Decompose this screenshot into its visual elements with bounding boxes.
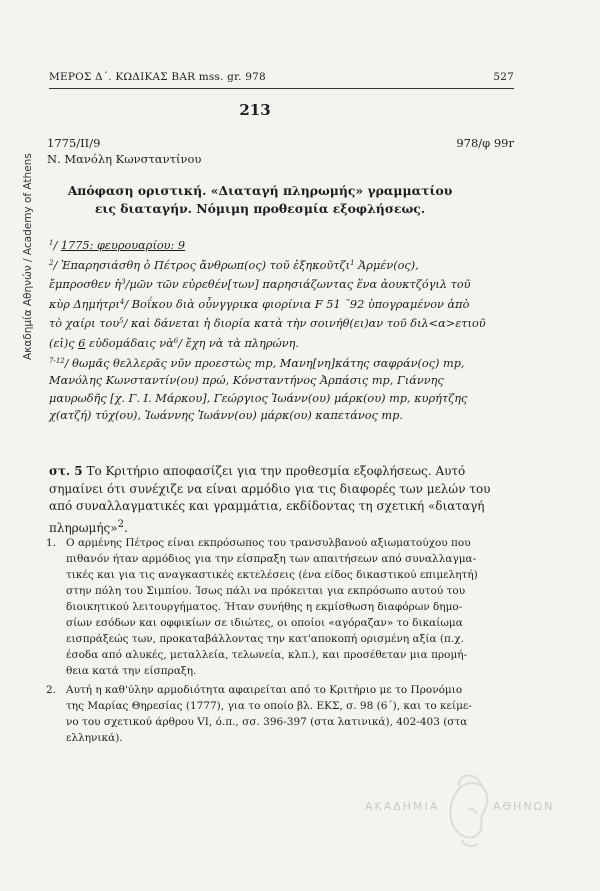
source-line: $^{7-12}$/ θωμᾶς θελλερᾶς νῦν προεστὼς mp, Μανη[νη]κάτης σαφράν(ος) mp, xyxy=(49,356,465,370)
greek-source-text xyxy=(49,235,514,425)
source-line: (εἰ)ς 6 εὐδομάδαις νὰ$^6$/ ἔχη νὰ τὰ πληρώνη. xyxy=(49,336,299,350)
commentary-label: στ. 5 xyxy=(49,464,83,478)
footnote: 1. Ο αρμένης Πέτρος είναι εκπρόσωπος του τρανσυλβανού αξιωματούχου που πιθανόν ήταν αρμόδιος για την είσπραξη των απαιτήσεων από συναλλαγμα- τικές και για τις αναγκαστικές εκτελέσεις (ένα είδος δικαστικού επιμελητή) στην πόλη του Σιμπίου. Ίσως πάλι να πρόκειται για εκπρόσωπο αυτού του διοικητικού λειτουργήματος. Ήταν συνήθης η εκμίσθωση διαφόρων δημο- σίων εσόδων και οφφικίων σε ιδιώτες, οι οποίοι «αγόραζαν» το δικαίωμα εισπράξεώς των, προκαταβάλλοντας την κατ'αποκοπή ορισμένη αξία (π.χ. έσοδα από αλυκές, μεταλλεία, τελωνεία, κλπ.), και προσέθεταν μια προμή- θεια κατά την είσπραξη. xyxy=(46,537,478,677)
watermark-academy-text: ΑΚΑΔΗΜΙΑ xyxy=(365,800,440,813)
page-number: 527 xyxy=(493,71,514,83)
commentary: στ. 5 Το Κριτήριο αποφασίζει για την προθεσμία εξοφλήσεως. Αυτό σημαίνει ότι συνέχιζε να είναι αρμόδιο για τις διαφορές των μελών του από συναλλαγματικές και γραμμάτια, εκδίδοντας τη σχετική «διαταγή πληρωμής»$^2$. xyxy=(49,464,491,535)
footnotes xyxy=(46,535,522,749)
document-author: Ν. Μανόλη Κωνσταντίνου xyxy=(47,152,202,166)
document-title-line: εις διαταγήν. Νόμιμη προθεσμία εξοφλήσεως. xyxy=(94,201,426,216)
source-line: τὸ χαίρι του$^5$/ καὶ δάνεται ἡ διορία κατὰ τὴν σοινήθ(ει)αν τοῦ διλ<α>ετιοῦ xyxy=(49,317,486,331)
source-line: $^2$/ Ἐπαρησιάσθη ὁ Πέτρος ἄνθρωπ(ος) τοῦ ἐξηκοῦτζι$^1$ Ἀρμέν(ος), xyxy=(49,258,419,272)
source-line: κὺρ Δημήτρι$^4$/ Βοΐκου διὰ οὖνγγρικα φιορίνια F 51 ˘92 ὑπογραμένον ἀπὸ xyxy=(49,297,470,311)
side-watermark-text: Ακαδημία Αθηνών / Academy of Athens xyxy=(22,153,34,360)
document-date: 1775/II/9 xyxy=(47,136,101,150)
side-watermark xyxy=(20,30,40,360)
athena-watermark-icon xyxy=(438,770,498,850)
running-header xyxy=(49,71,514,87)
source-date-line: $^1$/ 1775: φευρουαρίου: 9 xyxy=(49,239,186,252)
footnote-number: 2. xyxy=(46,684,57,696)
document-title xyxy=(60,182,460,218)
document-number: 213 xyxy=(239,101,271,119)
running-header-title: ΜΕΡΟΣ Δ΄. ΚΩΔΙΚΑΣ BAR mss. gr. 978 xyxy=(49,71,266,83)
source-line: μαυρωδῆς [χ. Γ. Ι. Μάρκου], Γεώργιος Ἰωάνν(ου) μάρκ(ου) mp, κυρήτζης xyxy=(49,391,468,405)
source-line: Μανόλης Κωνσταντίν(ου) πρώ, Κόνσταντήνος Ἀρπάσις mp, Γιάννης xyxy=(49,374,444,388)
source-line: χ(ατζή) τύχ(ου), Ἰωάννης Ἰωάνν(ου) μάρκ(ου) καπετάνος mp. xyxy=(49,409,403,423)
document-title-line: Απόφαση οριστική. «Διαταγή πληρωμής» γραμματίου xyxy=(67,183,453,198)
source-date: 1775: φευρουαρίου: 9 xyxy=(60,239,186,252)
header-rule xyxy=(49,88,514,89)
watermark-athens-text: ΑΘΗΝΩΝ xyxy=(493,800,555,813)
document-reference: 978/φ 99r xyxy=(456,136,514,150)
footnote-number: 1. xyxy=(46,537,57,549)
footnote: 2. Αυτή η καθ'ύλην αρμοδιότητα αφαιρείται από το Κριτήριο με το Προνόμιο της Μαρίας Θηρεσίας (1777), για το οποίο βλ. ΕΚΣ, σ. 98 (6΄), και το κείμε- νο του σχετικού άρθρου VI, ό.π., σσ. 396-397 (στα λατινικά), 402-403 (στα ελληνικά). xyxy=(46,684,472,744)
source-line: ἔμπροσθεν ἡ$^3$/μῶν τῶν εὐρεθέν[των] παρησιάζωντας ἕνα ἀουκτζόγιλ τοῦ xyxy=(49,278,471,292)
